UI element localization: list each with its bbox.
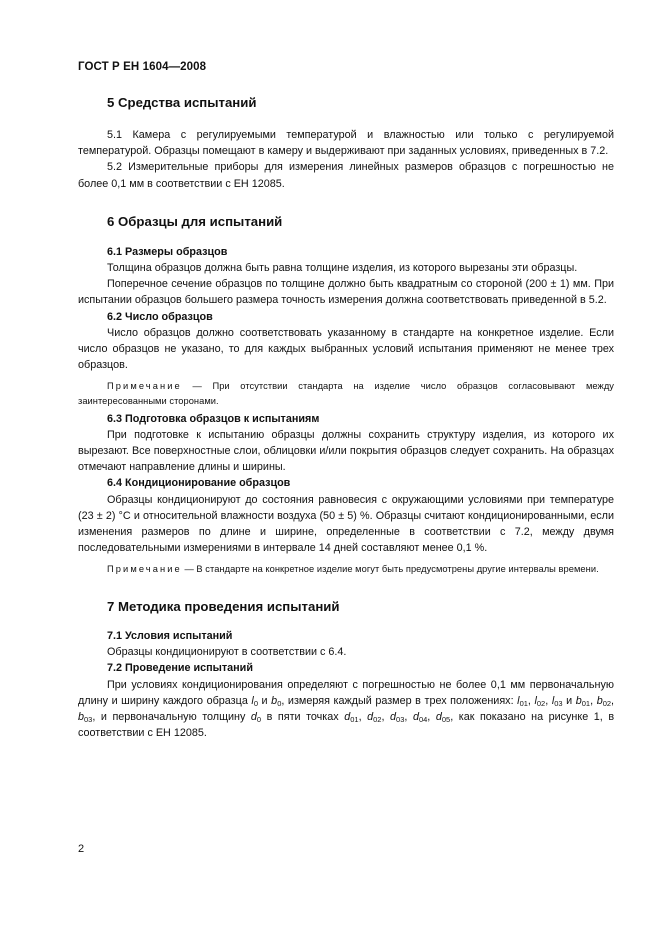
paragraph-6-1-b: Поперечное сечение образцов по толщине должно быть квадратным со стороной (200 ± 1) мм. При испытании образцов большего размера точность измерения должна соответствовать приведенной в 5.2. (78, 278, 614, 307)
document-code: ГОСТ Р ЕН 1604—2008 (78, 61, 207, 73)
note-6-2 (78, 379, 614, 408)
paragraph-7-2: При условиях кондиционирования определяют с погрешностью не более 0,1 мм первоначальную длину и ширину каждого образца $l_0$ и $b_0$, измеряя каждый размер в трех положениях: $l_{01}$, $l_{02}$, $l_{03}$ и $b_{01}$, $b_{02}$, $b_{03}$, и первоначальную толщину $d_0$ в пяти точках $d_{01}$, $d_{02}$, $d_{03}$, $d_{04}$, $d_{05}$, как показано на рисунке 1, в соответствии с ЕН 12085. (78, 678, 615, 740)
paragraph-7-1: Образцы кондиционируют в соответствии с 6.4. (107, 646, 347, 659)
note-text: — При отсутствии стандарта на изделие число образцов согласовывают между заинтересованными сторонами. (78, 381, 614, 407)
section-7-title: 7 Методика проведения испытаний (107, 599, 340, 615)
note-label: Примечание (107, 564, 182, 575)
section-6-title: 6 Образцы для испытаний (107, 213, 283, 229)
subsection-6-2-title: 6.2 Число образцов (107, 310, 213, 323)
paragraph-5-1: 5.1 Камера с регулируемыми температурой и влажностью или только с регулируемой температурой. Образцы помещают в камеру и выдерживают при заданных условиях, приведенных в 7.2. (78, 129, 614, 158)
subsection-6-3-title: 6.3 Подготовка образцов к испытаниям (107, 412, 320, 425)
paragraph-6-2: Число образцов должно соответствовать указанному в стандарте на конкретное изделие. Если число образцов не указано, то для каждых выбранных условий испытания применяют не менее трех образцов. (78, 326, 614, 372)
note-label: Примечание (107, 381, 182, 392)
subsection-7-2-title: 7.2 Проведение испытаний (107, 662, 253, 675)
section-5-title: 5 Средства испытаний (107, 95, 257, 110)
note-text: — В стандарте на конкретное изделие могут быть предусмотрены другие интервалы времени. (181, 564, 599, 575)
paragraph-6-3: При подготовке к испытанию образцы должны сохранить структуру изделия, из которого их вырезают. Все поверхностные слои, облицовки и/или покрытия образцов следует сохранить. На образцах отмечают направление длины и ширины. (78, 428, 614, 474)
page-number: 2 (78, 843, 85, 855)
subsection-6-1-title: 6.1 Размеры образцов (107, 245, 228, 258)
note-6-4 (78, 562, 614, 577)
paragraph-6-1-a: Толщина образцов должна быть равна толщине изделия, из которого вырезаны эти образцы. (107, 262, 578, 275)
subsection-7-1-title: 7.1 Условия испытаний (107, 630, 233, 643)
paragraph-6-4: Образцы кондиционируют до состояния равновесия с окружающими условиями при температуре (23 ± 2) °С и относительной влажности воздуха (50 ± 5) %. Образцы считают кондиционированными, если изменения размеров по длине и ширине, определенные в соответствии с 7.2, между двумя последовательными измерениями в интервале 14 дней составляют менее 0,1 %. (78, 493, 614, 555)
page-content (78, 94, 614, 741)
paragraph-5-2: 5.2 Измерительные приборы для измерения линейных размеров образцов с погрешностью не более 0,1 мм в соответствии с ЕН 12085. (78, 161, 614, 190)
subsection-6-4-title: 6.4 Кондиционирование образцов (107, 477, 291, 490)
